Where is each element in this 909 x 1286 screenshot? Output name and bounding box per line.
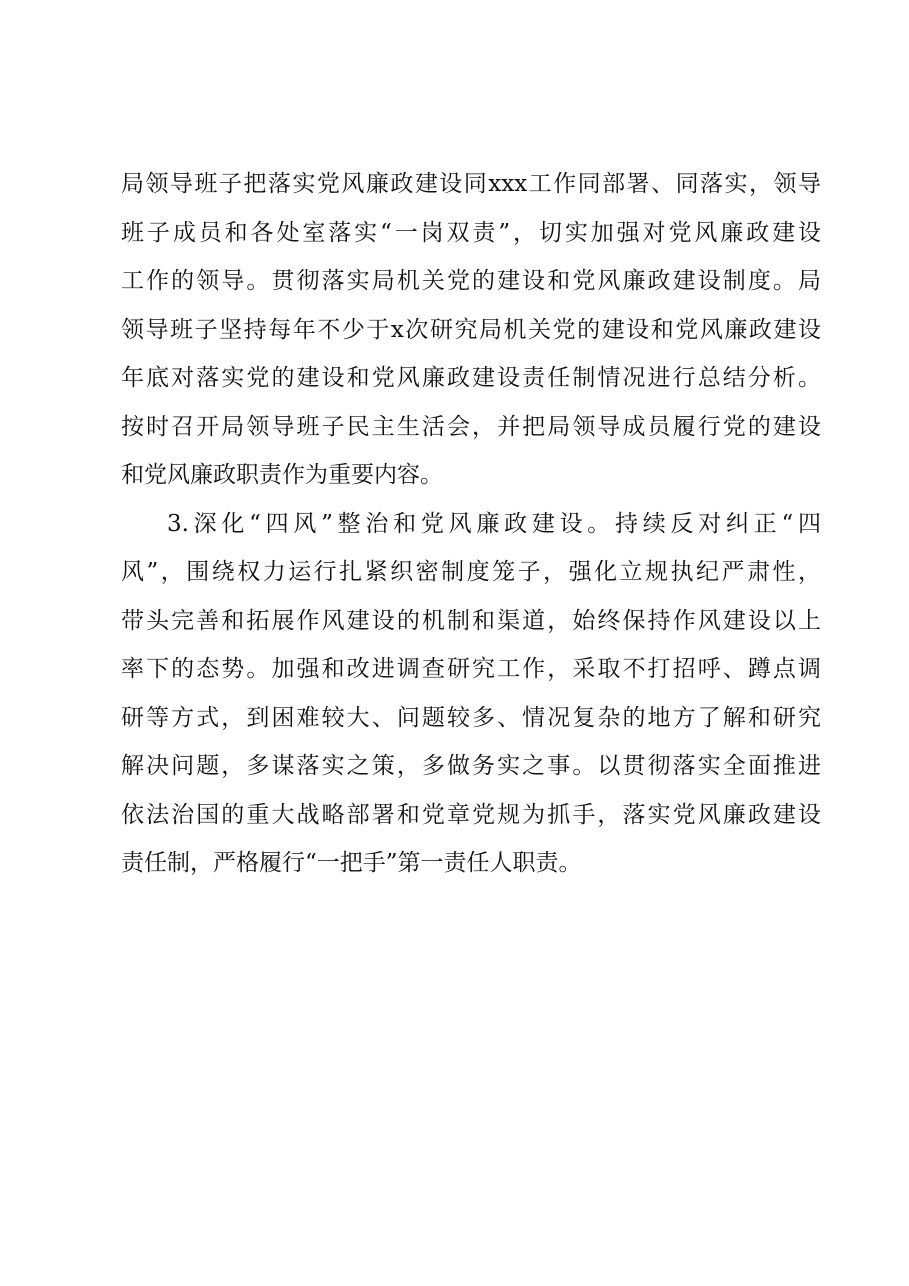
text-line: 风”，围绕权力运行扎紧织密制度笼子，强化立规执纪严肃性， xyxy=(121,559,821,585)
text-line: 研等方式，到困难较大、问题较多、情况复杂的地方了解和研究 xyxy=(121,704,821,731)
paragraph-2 xyxy=(121,500,821,888)
text-line: 率下的态势。加强和改进调查研究工作，采取不打招呼、蹲点调 xyxy=(121,656,821,682)
document-body xyxy=(121,160,821,888)
text-line: 工作的领导。贯彻落实局机关党的建设和党风廉政建设制度。局 xyxy=(121,268,821,294)
text-line: 依法治国的重大战略部署和党章党规为抓手，落实党风廉政建设 xyxy=(121,801,821,828)
text-line: 解决问题，多谋落实之策，多做务实之事。以贯彻落实全面推进 xyxy=(121,753,821,779)
text-line: 责任制，严格履行“一把手”第一责任人职责。 xyxy=(121,850,582,876)
text-line: 班子成员和各处室落实“一岗双责”，切实加强对党风廉政建设 xyxy=(121,219,821,246)
paragraph-1 xyxy=(121,160,821,500)
text-line: 局领导班子把落实党风廉政建设同xxx工作同部署、同落实，领导 xyxy=(121,171,821,197)
text-line: 领导班子坚持每年不少于x次研究局机关党的建设和党风廉政建设 xyxy=(121,316,821,343)
text-line: 年底对落实党的建设和党风廉政建设责任制情况进行总结分析。 xyxy=(121,365,821,391)
text-line: 3.深化“四风”整治和党风廉政建设。持续反对纠正“四 xyxy=(167,510,821,537)
text-line: 和党风廉政职责作为重要内容。 xyxy=(121,462,443,488)
text-line: 按时召开局领导班子民主生活会，并把局领导成员履行党的建设 xyxy=(121,413,821,440)
text-line: 带头完善和拓展作风建设的机制和渠道，始终保持作风建设以上 xyxy=(121,607,821,634)
